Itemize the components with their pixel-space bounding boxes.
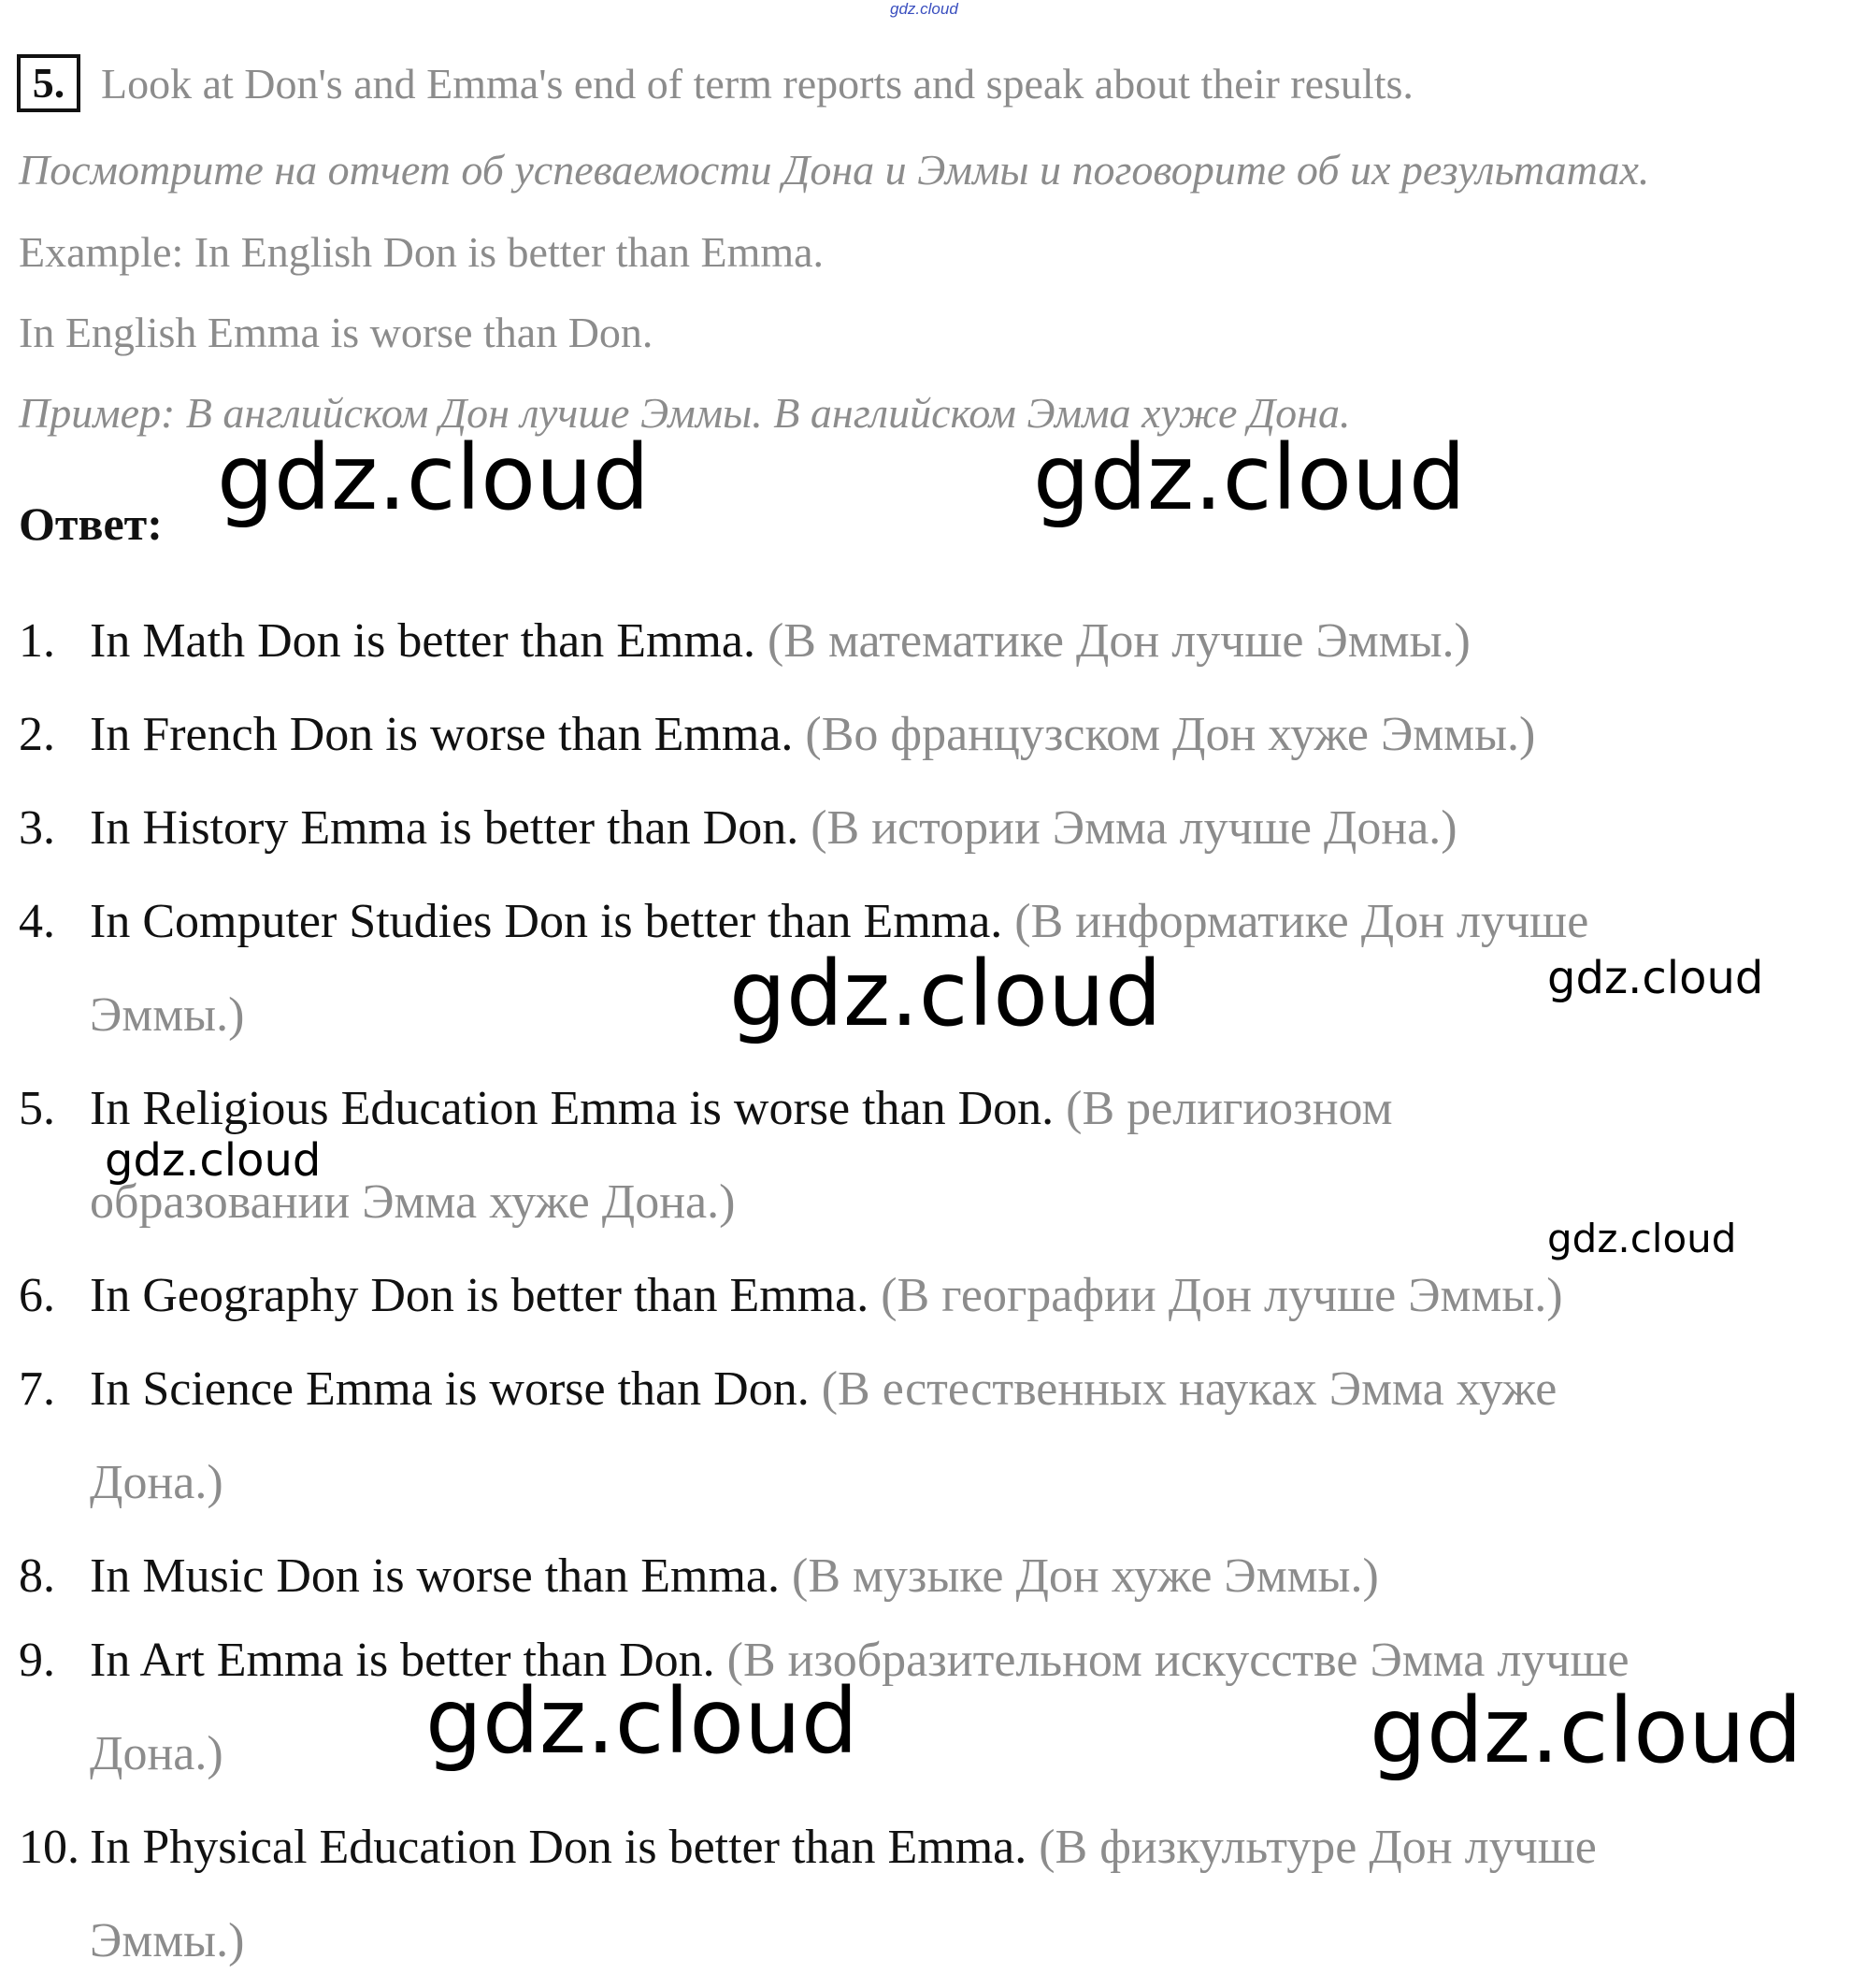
watermark: gdz.cloud bbox=[1370, 1678, 1802, 1783]
answer-translation-continued: Эммы.) bbox=[90, 1914, 245, 1967]
list-item-number: 10. bbox=[19, 1821, 79, 1874]
example-translation: Пример: В английском Дон лучше Эммы. В английском Эмма хуже Дона. bbox=[19, 389, 1351, 437]
answer-english: In Math Don is better than Emma. bbox=[90, 614, 755, 668]
answer-translation-continued: образовании Эмма хуже Дона.) bbox=[90, 1175, 736, 1229]
list-item bbox=[90, 1079, 1392, 1139]
task-title: Look at Don's and Emma's end of term reports and speak about their results. bbox=[101, 60, 1414, 108]
task-title-translation: Посмотрите на отчет об успеваемости Дона и Эммы и поговорите об их результатах. bbox=[19, 146, 1650, 194]
list-item-number: 8. bbox=[19, 1549, 55, 1603]
task-number-box: 5. bbox=[17, 54, 80, 112]
list-item-number: 1. bbox=[19, 614, 55, 668]
list-item bbox=[90, 612, 1471, 671]
watermark: gdz.cloud bbox=[217, 425, 650, 530]
task-header bbox=[17, 50, 1830, 125]
answer-translation: (В истории Эмма лучше Дона.) bbox=[811, 801, 1457, 855]
list-item-number: 5. bbox=[19, 1082, 55, 1135]
answer-english: In Art Emma is better than Don. bbox=[90, 1634, 715, 1687]
list-item-number: 6. bbox=[19, 1269, 55, 1322]
answer-translation: (В математике Дон лучше Эммы.) bbox=[767, 614, 1471, 668]
list-item bbox=[90, 1547, 1379, 1606]
example-line-1: Example: In English Don is better than Emma. bbox=[19, 228, 825, 276]
answer-translation: (В информатике Дон лучше bbox=[1014, 895, 1589, 948]
list-item bbox=[90, 1266, 1563, 1326]
answer-english: In Religious Education Emma is worse than Don. bbox=[90, 1082, 1055, 1135]
watermark: gdz.cloud bbox=[729, 942, 1162, 1046]
answer-english: In French Don is worse than Emma. bbox=[90, 708, 794, 761]
answer-translation-continued: Эммы.) bbox=[90, 988, 245, 1042]
watermark: gdz.cloud bbox=[1547, 952, 1764, 1004]
answer-translation: (Во французском Дон хуже Эммы.) bbox=[805, 708, 1536, 761]
example-line-2: In English Emma is worse than Don. bbox=[19, 309, 653, 356]
answer-english: In Science Emma is worse than Don. bbox=[90, 1362, 810, 1416]
list-item-number: 4. bbox=[19, 895, 55, 948]
answer-english: In History Emma is better than Don. bbox=[90, 801, 799, 855]
answer-label: Ответ: bbox=[19, 497, 163, 550]
list-item bbox=[90, 1818, 1597, 1878]
list-item-number: 2. bbox=[19, 708, 55, 761]
answer-translation: (В физкультуре Дон лучше bbox=[1039, 1821, 1597, 1874]
answer-translation-continued: Дона.) bbox=[90, 1456, 223, 1509]
watermark: gdz.cloud bbox=[425, 1669, 858, 1774]
top-watermark: gdz.cloud bbox=[890, 0, 958, 18]
answer-translation: (В религиозном bbox=[1066, 1082, 1393, 1135]
watermark: gdz.cloud bbox=[105, 1134, 322, 1187]
answer-translation: (В географии Дон лучше Эммы.) bbox=[881, 1269, 1563, 1322]
watermark: gdz.cloud bbox=[1033, 425, 1466, 530]
answer-english: In Physical Education Don is better than Emma. bbox=[90, 1821, 1027, 1874]
answer-english: In Geography Don is better than Emma. bbox=[90, 1269, 869, 1322]
list-item bbox=[90, 705, 1535, 765]
list-item bbox=[90, 1360, 1557, 1419]
answer-translation: (В музыке Дон хуже Эммы.) bbox=[792, 1549, 1379, 1603]
list-item-number: 7. bbox=[19, 1362, 55, 1416]
answer-english: In Computer Studies Don is better than Emma. bbox=[90, 895, 1003, 948]
list-item bbox=[90, 799, 1457, 858]
watermark: gdz.cloud bbox=[1547, 1216, 1737, 1261]
answer-english: In Music Don is worse than Emma. bbox=[90, 1549, 781, 1603]
answer-translation: (В изобразительном искусстве Эмма лучше bbox=[726, 1634, 1629, 1687]
list-item-number: 3. bbox=[19, 801, 55, 855]
answer-translation-continued: Дона.) bbox=[90, 1727, 223, 1780]
answer-translation: (В естественных науках Эмма хуже bbox=[821, 1362, 1558, 1416]
list-item-number: 9. bbox=[19, 1634, 55, 1687]
